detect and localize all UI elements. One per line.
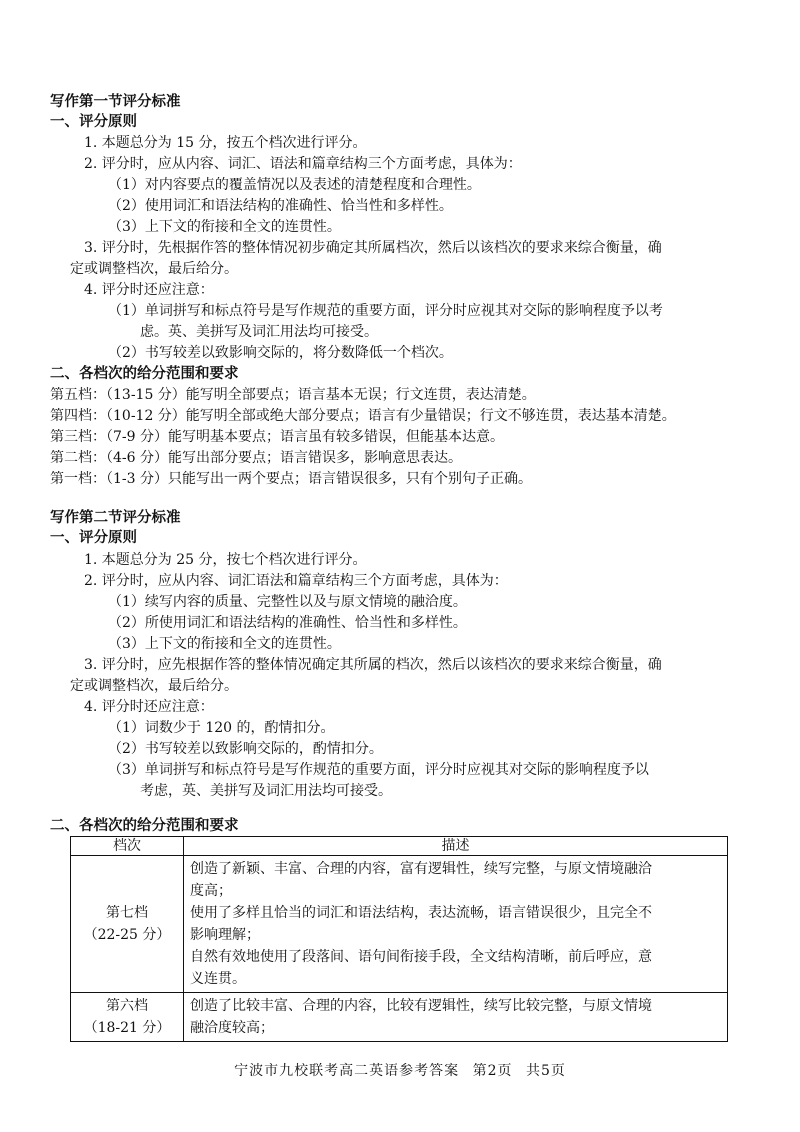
section2-title: 写作第二节评分标准 (50, 510, 181, 526)
section1-rule-4-sub1: （1）单词拼写和标点符号是写作规范的重要方面，评分时应视其对交际的影响程度予以考 (108, 303, 663, 319)
table-row (71, 856, 728, 993)
section1-title: 写作第一节评分标准 (50, 94, 181, 110)
desc-line: 影响理解； (190, 927, 260, 943)
section1-grade-5: 第五档：（13-15 分）能写明全部要点；语言基本无误；行文连贯，表达清楚。 (50, 387, 536, 403)
level-range: （22-25 分） (83, 927, 171, 943)
desc-line: 义连贯。 (190, 971, 246, 987)
section1-rule-2-sub2: （2）使用词汇和语法结构的准确性、恰当性和多样性。 (108, 198, 453, 214)
section1-grades-heading: 二、各档次的给分范围和要求 (50, 366, 239, 382)
table-cell-description (184, 993, 728, 1042)
section1-rule-1: 1. 本题总分为 15 分，按五个档次进行评分。 (84, 135, 367, 151)
section2-rule-4-sub1: （1）词数少于 120 的，酌情扣分。 (108, 720, 335, 736)
table-header-row (71, 837, 728, 856)
desc-line: 使用了多样且恰当的词汇和语法结构，表达流畅，语言错误很少，且完全不 (190, 905, 652, 921)
section2-grades-heading: 二、各档次的给分范围和要求 (50, 818, 239, 834)
section1-rule-4: 4. 评分时还应注意： (84, 282, 214, 298)
section2-rule-1: 1. 本题总分为 25 分，按七个档次进行评分。 (84, 552, 367, 568)
page-footer (0, 1060, 800, 1080)
desc-line: 融洽度较高； (190, 1020, 274, 1036)
section1-rule-2: 2. 评分时，应从内容、词汇、语法和篇章结构三个方面考虑，具体为： (84, 156, 522, 172)
section1-principles-heading: 一、评分原则 (50, 114, 137, 130)
section2-rule-4-sub3: （3）单词拼写和标点符号是写作规范的重要方面，评分时应视其对交际的影响程度予以 (108, 762, 649, 778)
section1-rule-4-sub2: （2）书写较差以致影响交际的，将分数降低一个档次。 (108, 345, 453, 361)
level-name: 第六档 (106, 998, 148, 1014)
table-header-description: 描述 (184, 837, 728, 856)
section1-grade-4: 第四档：（10-12 分）能写明全部或绝大部分要点；语言有少量错误；行文不够连贯，表达基本清楚。 (50, 408, 676, 424)
level-range: （18-21 分） (83, 1020, 171, 1036)
desc-line: 度高； (190, 883, 232, 899)
footer-page-number: 第2页 (472, 1063, 513, 1079)
section2-rule-2-sub3: （3）上下文的衔接和全文的连贯性。 (108, 636, 341, 652)
table-row (71, 993, 728, 1042)
footer-total-pages: 共5页 (525, 1063, 566, 1079)
desc-line: 自然有效地使用了段落间、语句间衔接手段，全文结构清晰，前后呼应，意 (190, 949, 652, 965)
table-header-level: 档次 (71, 837, 184, 856)
grade-table (70, 836, 728, 1042)
table-cell-level (71, 993, 184, 1042)
section2-rule-3: 3. 评分时，应先根据作答的整体情况确定其所属的档次，然后以该档次的要求来综合衡量，确 (84, 657, 662, 673)
section2-principles-heading: 一、评分原则 (50, 530, 137, 546)
section2-rule-2-sub1: （1）续写内容的质量、完整性以及与原文情境的融洽度。 (108, 594, 467, 610)
section2-rule-4-sub3-cont: 考虑，英、美拼写及词汇用法均可接受。 (140, 783, 392, 799)
section1-grade-2: 第二档：（4-6 分）能写出部分要点；语言错误多，影响意思表达。 (50, 450, 462, 466)
section2-rule-2: 2. 评分时，应从内容、词汇语法和篇章结构三个方面考虑，具体为： (84, 573, 508, 589)
section1-rule-3-cont: 定或调整档次，最后给分。 (70, 261, 238, 277)
section1-rule-2-sub1: （1）对内容要点的覆盖情况以及表述的清楚程度和合理性。 (108, 177, 481, 193)
section1-grade-1: 第一档：（1-3 分）只能写出一两个要点；语言错误很多，只有个别句子正确。 (50, 471, 532, 487)
table-cell-description (184, 856, 728, 993)
desc-line: 创造了比较丰富、合理的内容，比较有逻辑性，续写比较完整，与原文情境 (190, 998, 652, 1014)
section2-rule-2-sub2: （2）所使用词汇和语法结构的准确性、恰当性和多样性。 (108, 615, 467, 631)
section1-rule-4-sub1-cont: 虑。英、美拼写及词汇用法均可接受。 (140, 324, 378, 340)
section1-rule-2-sub3: （3）上下文的衔接和全文的连贯性。 (108, 219, 341, 235)
section2-rule-3-cont: 定或调整档次，最后给分。 (70, 678, 238, 694)
section1-grade-3: 第三档：（7-9 分）能写明基本要点；语言虽有较多错误，但能基本达意。 (50, 429, 504, 445)
desc-line: 创造了新颖、丰富、合理的内容，富有逻辑性，续写完整，与原文情境融洽 (190, 861, 652, 877)
footer-doc-title: 宁波市九校联考高二英语参考答案 (234, 1063, 460, 1079)
table-cell-level (71, 856, 184, 993)
level-name: 第七档 (106, 905, 148, 921)
section1-rule-3: 3. 评分时，先根据作答的整体情况初步确定其所属档次，然后以该档次的要求来综合衡量，确 (84, 240, 662, 256)
section2-rule-4-sub2: （2）书写较差以致影响交际的，酌情扣分。 (108, 741, 383, 757)
section2-rule-4: 4. 评分时还应注意： (84, 699, 214, 715)
